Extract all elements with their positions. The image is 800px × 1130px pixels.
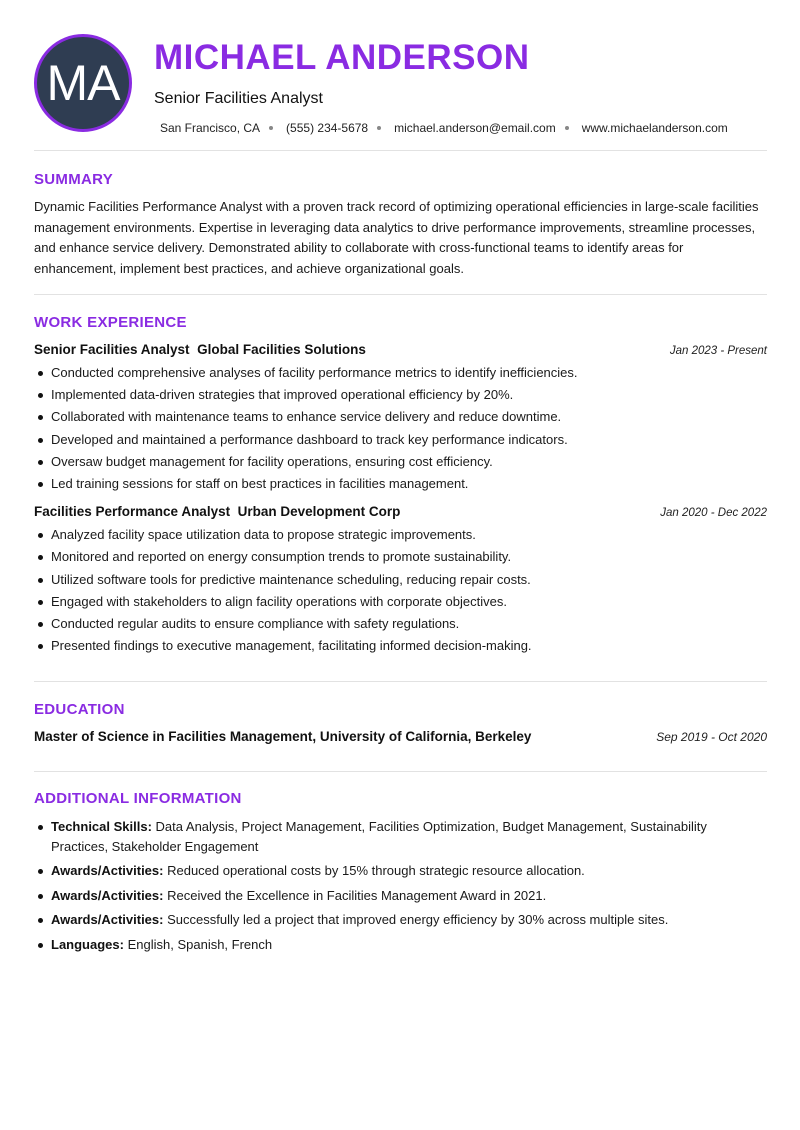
contact-info (160, 120, 728, 136)
job-bullets (34, 362, 767, 495)
job-role-company (34, 342, 366, 357)
additional-item-text: Reduced operational costs by 15% through strategic resource allocation. (167, 863, 585, 879)
job-bullet: Developed and maintained a performance dashboard to track key performance indicators. (51, 429, 767, 451)
work-experience-section (34, 295, 767, 682)
job-entry (34, 342, 767, 495)
avatar-initials: MA (46, 55, 120, 111)
job-date: Jan 2023 - Present (669, 345, 767, 357)
work-experience-heading: WORK EXPERIENCE (34, 314, 187, 331)
job-date: Jan 2020 - Dec 2022 (660, 507, 767, 520)
additional-item (51, 861, 767, 881)
additional-item-label: Awards/Activities: (51, 912, 164, 928)
summary-section (34, 151, 767, 295)
education-section (34, 682, 767, 772)
job-bullet: Conducted comprehensive analyses of facility performance metrics to identify inefficiencies. (51, 362, 767, 384)
job-bullet: Presented findings to executive management, facilitating informed decision-making. (51, 635, 767, 657)
job-company: Urban Development Corp (237, 504, 401, 520)
job-bullet: Implemented data-driven strategies that improved operational efficiency by 20%. (51, 384, 767, 406)
contact-separator (377, 126, 381, 130)
job-header (34, 504, 767, 519)
additional-item-text: Received the Excellence in Facilities Management Award in 2021. (167, 887, 547, 903)
additional-item (51, 910, 767, 930)
additional-information-heading: ADDITIONAL INFORMATION (34, 790, 242, 808)
job-role-company (34, 504, 400, 519)
job-bullet: Monitored and reported on energy consumption trends to promote sustainability. (51, 546, 767, 568)
job-bullet: Conducted regular audits to ensure compliance with safety regulations. (51, 613, 767, 635)
job-entry (34, 504, 767, 657)
summary-heading: SUMMARY (34, 171, 114, 188)
contact-location: San Francisco, CA (160, 121, 261, 135)
candidate-name: MICHAEL ANDERSON (154, 38, 530, 77)
additional-item (51, 817, 767, 856)
education-entry (34, 729, 767, 744)
job-role: Facilities Performance Analyst (34, 504, 231, 520)
contact-email: michael.anderson@email.com (394, 121, 556, 135)
job-bullet: Analyzed facility space utilization data to propose strategic improvements. (51, 524, 767, 546)
additional-list (34, 817, 767, 954)
job-bullet: Engaged with stakeholders to align facility operations with corporate objectives. (51, 591, 767, 613)
additional-item (51, 886, 767, 906)
candidate-title: Senior Facilities Analyst (154, 90, 323, 107)
contact-separator (269, 126, 273, 130)
job-bullet: Oversaw budget management for facility operations, ensuring cost efficiency. (51, 451, 767, 473)
job-header (34, 342, 767, 357)
additional-item-label: Technical Skills: (51, 819, 152, 835)
additional-item-label: Awards/Activities: (51, 887, 164, 903)
education-heading: EDUCATION (34, 701, 125, 719)
avatar (34, 34, 132, 132)
job-bullet: Utilized software tools for predictive maintenance scheduling, reducing repair costs. (51, 569, 767, 591)
resume-header (34, 0, 767, 151)
education-degree: Master of Science in Facilities Management, University of California, Berkeley (34, 729, 532, 745)
job-bullets (34, 524, 767, 657)
contact-website: www.michaelanderson.com (581, 121, 728, 135)
additional-item-text: Successfully led a project that improved energy efficiency by 30% across multiple sites. (167, 912, 669, 928)
summary-text: Dynamic Facilities Performance Analyst with a proven track record of optimizing operational efficiencies in large-scale facilities management environments. Expertise in leveraging data analytics to drive performance improvements, streamline processes, and enhance service delivery. Demonstrated ability to collaborate with cross-functional teams to identify areas for enhancement, implement best practices, and achieve organizational goals. (34, 199, 759, 276)
additional-information-section (34, 772, 767, 954)
job-role: Senior Facilities Analyst (34, 342, 190, 357)
job-bullet: Collaborated with maintenance teams to enhance service delivery and reduce downtime. (51, 406, 767, 428)
additional-item (51, 935, 767, 955)
additional-item-text: English, Spanish, French (127, 936, 273, 952)
contact-phone: (555) 234-5678 (286, 121, 369, 135)
additional-item-text: Data Analysis, Project Management, Facilities Optimization, Budget Management, Sustainability Practices, Stakeholder Engagement (51, 819, 707, 854)
education-date: Sep 2019 - Oct 2020 (656, 730, 767, 745)
job-company: Global Facilities Solutions (197, 342, 366, 357)
job-bullet: Led training sessions for staff on best practices in facilities management. (51, 473, 767, 495)
additional-item-label: Awards/Activities: (51, 863, 164, 879)
contact-separator (565, 126, 569, 130)
additional-item-label: Languages: (51, 936, 124, 952)
